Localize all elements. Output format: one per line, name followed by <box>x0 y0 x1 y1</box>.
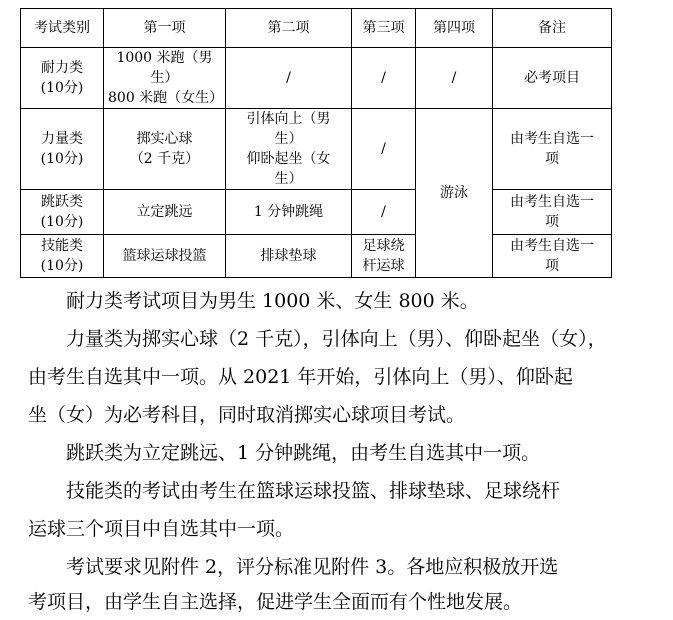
header-note: 备注 <box>493 9 612 48</box>
header-category: 考试类别 <box>21 9 104 48</box>
paragraph-strength-line3: 坐（女）为必考科目，同时取消掷实心球项目考试。 <box>28 404 466 426</box>
note-cell: 必考项目 <box>493 48 612 109</box>
paragraph-jumping: 跳跃类为立定跳远、1 分钟跳绳，由考生自选其中一项。 <box>66 442 541 464</box>
item2-cell: / <box>226 48 352 109</box>
category-cell: 耐力类 (10分) <box>21 48 104 109</box>
item1-cell: 立定跳远 <box>104 190 226 235</box>
item2-cell: 排球垫球 <box>226 235 352 278</box>
table-row <box>21 48 612 109</box>
item3-cell: 足球绕 杆运球 <box>352 235 416 278</box>
item3-cell: / <box>352 190 416 235</box>
paragraph-requirements-line1: 考试要求见附件 2，评分标准见附件 3。各地应积极放开选 <box>66 556 559 578</box>
exam-items-table <box>20 8 612 278</box>
category-cell: 跳跃类 (10分) <box>21 190 104 235</box>
category-cell: 力量类 (10分) <box>21 109 104 190</box>
item1-cell: 篮球运球投篮 <box>104 235 226 278</box>
paragraph-strength-line2: 由考生自选其中一项。从 2021 年开始，引体向上（男）、仰卧起 <box>28 366 573 388</box>
table-row <box>21 109 612 190</box>
item1-cell: 1000 米跑（男 生） 800 米跑（女生） <box>104 48 226 109</box>
item1-cell: 掷实心球 （2 千克） <box>104 109 226 190</box>
paragraph-endurance: 耐力类考试项目为男生 1000 米、女生 800 米。 <box>66 290 479 312</box>
paragraph-skill-line1: 技能类的考试由考生在篮球运球投篮、排球垫球、足球绕杆 <box>66 480 561 502</box>
note-cell: 由考生自选一 项 <box>493 190 612 235</box>
category-cell: 技能类 (10分) <box>21 235 104 278</box>
item4-cell: / <box>416 48 493 109</box>
item3-cell: / <box>352 48 416 109</box>
note-cell: 由考生自选一 项 <box>493 235 612 278</box>
paragraph-skill-line2: 运球三个项目中自选其中一项。 <box>28 518 295 540</box>
note-cell: 由考生自选一 项 <box>493 109 612 190</box>
item2-cell: 1 分钟跳绳 <box>226 190 352 235</box>
paragraph-strength-line1: 力量类为掷实心球（2 千克），引体向上（男）、仰卧起坐（女）， <box>66 328 607 350</box>
table-row <box>21 235 612 278</box>
header-item3: 第三项 <box>352 9 416 48</box>
swim-cell: 游泳 <box>416 109 493 278</box>
item3-cell: / <box>352 109 416 190</box>
paragraph-requirements-line2: 考项目，由学生自主选择，促进学生全面而有个性地发展。 <box>28 591 523 613</box>
header-item2: 第二项 <box>226 9 352 48</box>
item2-cell: 引体向上（男 生） 仰卧起坐（女 生） <box>226 109 352 190</box>
header-item4: 第四项 <box>416 9 493 48</box>
header-item1: 第一项 <box>104 9 226 48</box>
table-header-row <box>21 9 612 48</box>
table-row <box>21 190 612 235</box>
